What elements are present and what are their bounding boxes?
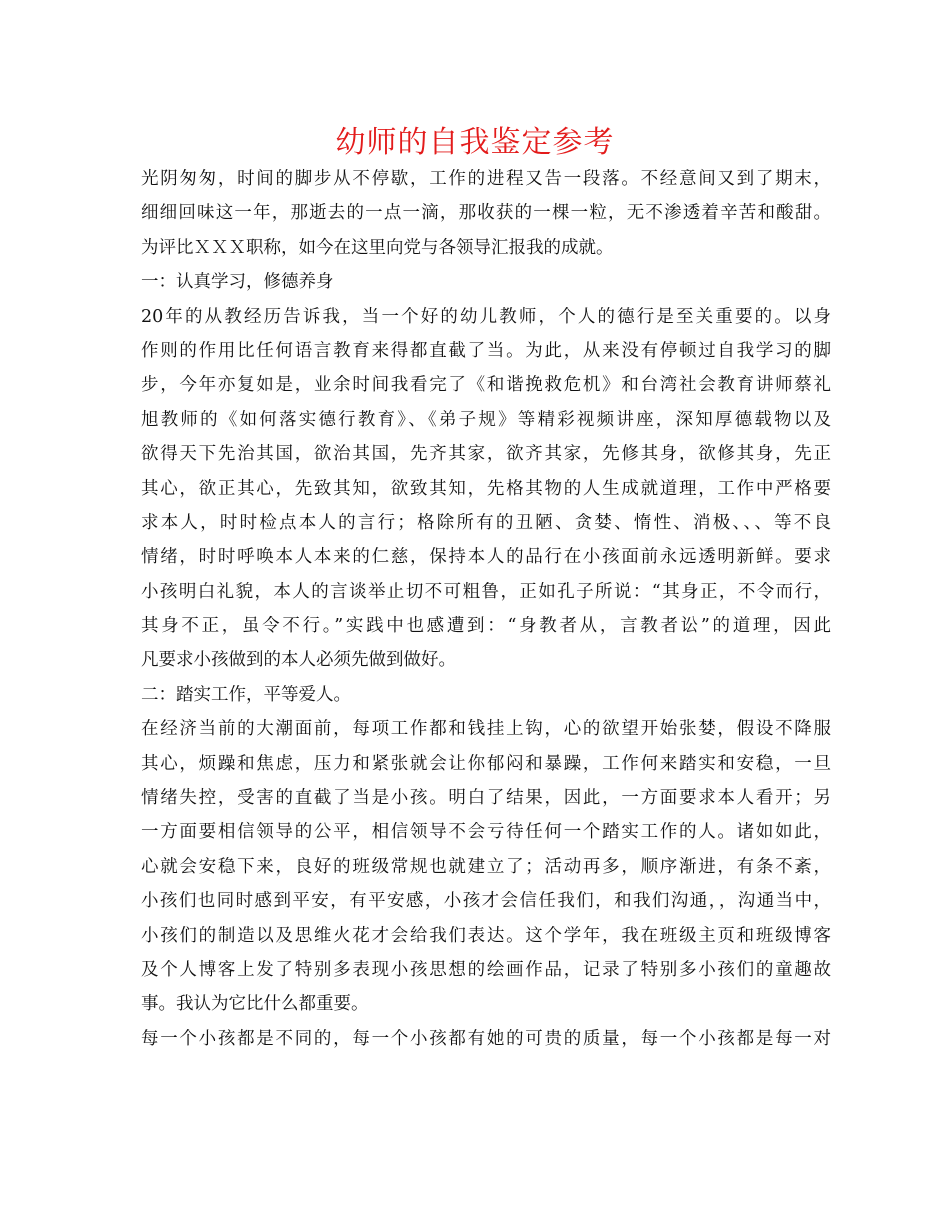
paragraph-line: 旭教师的《如何落实德行教育》、《弟子规》等精彩视频讲座，深知厚德载物以及 xyxy=(141,409,831,430)
paragraph-line: 小孩们的制造以及思维火花才会给我们表达。这个学年，我在班级主页和班级博客 xyxy=(141,925,831,946)
document-title: 幼师的自我鉴定参考 xyxy=(335,125,615,160)
section-heading: 一：认真学习，修德养身 xyxy=(141,272,334,293)
paragraph-line: 情绪失控，受害的直截了当是小孩。明白了结果，因此，一方面要求本人看开；另 xyxy=(141,788,831,809)
paragraph-line: 小孩们也同时感到平安，有平安感，小孩才会信任我们，和我们沟通，，沟通当中， xyxy=(141,891,831,912)
section-heading: 二：踏实工作，平等爱人。 xyxy=(141,684,351,705)
paragraph-line: 20年的从教经历告诉我，当一个好的幼儿教师，个人的德行是至关重要的。以身 xyxy=(141,306,831,327)
paragraph-line: 及个人博客上发了特别多表现小孩思想的绘画作品，记录了特别多小孩们的童趣故 xyxy=(141,959,831,980)
paragraph-line: 事。我认为它比什么都重要。 xyxy=(141,994,369,1015)
paragraph-line: 为评比ＸＸＸ职称，如今在这里向党与各领导汇报我的成就。 xyxy=(141,237,614,258)
paragraph-line: 小孩明白礼貌，本人的言谈举止切不可粗鲁，正如孔子所说：“其身正，不令而行， xyxy=(141,581,831,602)
paragraph-line: 作则的作用比任何语言教育来得都直截了当。为此，从来没有停顿过自我学习的脚 xyxy=(141,340,831,361)
paragraph-line: 步，今年亦复如是，业余时间我看完了《和谐挽救危机》和台湾社会教育讲师蔡礼 xyxy=(141,375,831,396)
paragraph-line: 凡要求小孩做到的本人必须先做到做好。 xyxy=(141,650,456,671)
paragraph-line: 在经济当前的大潮面前，每项工作都和钱挂上钩，心的欲望开始张婪，假设不降服 xyxy=(141,719,831,740)
paragraph-line: 每一个小孩都是不同的，每一个小孩都有她的可贵的质量，每一个小孩都是每一对 xyxy=(141,1028,831,1049)
paragraph-line: 求本人，时时检点本人的言行；格除所有的丑陋、贪婪、惰性、消极、、、等不良 xyxy=(141,512,831,533)
paragraph-line: 其心，欲正其心，先致其知，欲致其知，先格其物的人生成就道理，工作中严格要 xyxy=(141,478,831,499)
paragraph-line: 情绪，时时呼唤本人本来的仁慈，保持本人的品行在小孩面前永远透明新鲜。要求 xyxy=(141,547,831,568)
document-body xyxy=(141,162,831,1056)
paragraph-line: 其身不正，虽令不行。”实践中也感遭到：“身教者从，言教者讼”的道理，因此 xyxy=(141,616,831,637)
paragraph-line: 其心，烦躁和焦虑，压力和紧张就会让你郁闷和暴躁，工作何来踏实和安稳，一旦 xyxy=(141,753,831,774)
paragraph-line: 欲得天下先治其国，欲治其国，先齐其家，欲齐其家，先修其身，欲修其身，先正 xyxy=(141,444,831,465)
paragraph-line: 细细回味这一年，那逝去的一点一滴，那收获的一棵一粒，无不渗透着辛苦和酸甜。 xyxy=(141,203,831,224)
paragraph-line: 心就会安稳下来，良好的班级常规也就建立了；活动再多，顺序渐进，有条不紊， xyxy=(141,856,831,877)
paragraph-line: 光阴匆匆，时间的脚步从不停歇，工作的进程又告一段落。不经意间又到了期末， xyxy=(141,169,831,189)
paragraph-line: 一方面要相信领导的公平，相信领导不会亏待任何一个踏实工作的人。诸如如此， xyxy=(141,822,831,843)
